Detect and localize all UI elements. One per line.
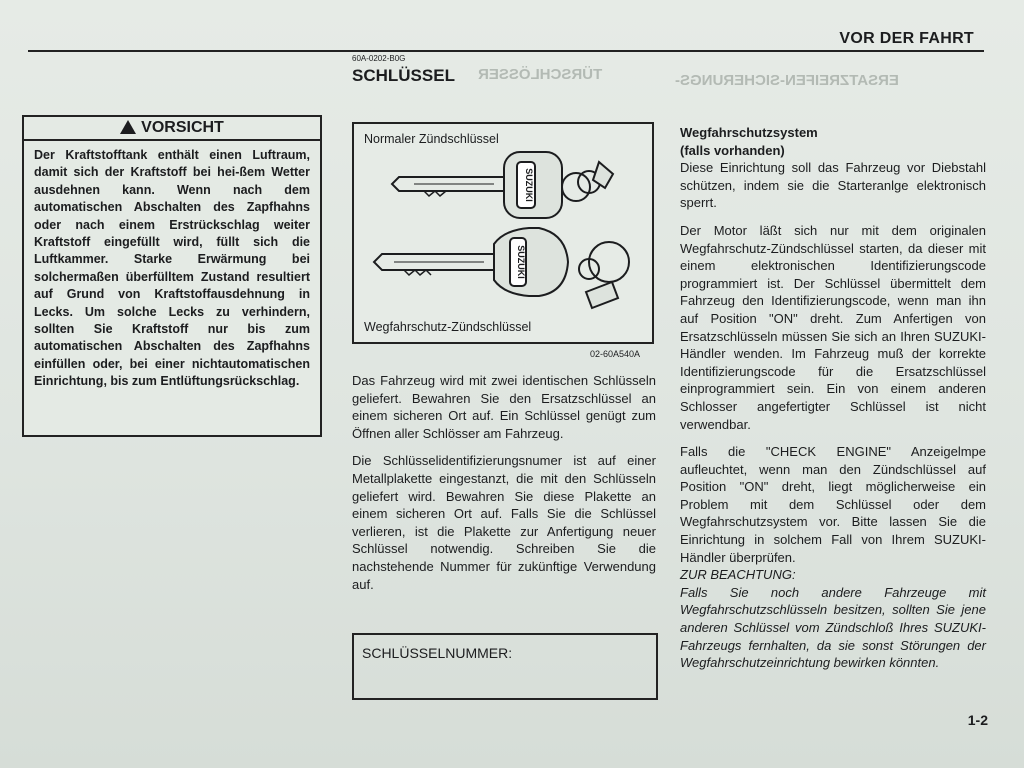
note-heading: ZUR BEACHTUNG:: [680, 567, 796, 583]
normal-key-label: Normaler Zündschlüssel: [364, 132, 499, 146]
normal-key-icon: [392, 152, 613, 218]
subheading: Wegfahrschutzsystem: [680, 125, 818, 140]
caution-header: [24, 117, 320, 141]
paragraph: Der Motor läßt sich nur mit dem originalen Wegfahrschutz-Zündschlüssel starten, da dieser mit einem elektronischen Identifizierungscode programmiert ist. Der Schlüssel übermittelt dem Fahrzeug den Identifizierungscode, wenn man ihn auf Position "ON" dreht. Zum Anfertigen von Ersatzschlüsseln müssen Sie sich an Ihren SUZUKI-Händler wenden. Im Fahrzeug muß der korrekte Identifizierungscode für die Ersatzschlüssel einprogrammiert sein. Ein von einem anderen Schlosser angefertigter Schlüssel ist nicht verwendbar.: [680, 222, 986, 432]
svg-text:SUZUKI: SUZUKI: [516, 245, 526, 279]
immobilizer-key-label: Wegfahrschutz-Zündschlüssel: [364, 320, 532, 334]
page-title: SCHLÜSSEL: [352, 66, 455, 85]
paragraph: Falls die "CHECK ENGINE" Anzeigelmpe aufleuchtet, wenn man den Zündschlüssel auf Position "ON" dreht, liegt möglicherweise ein Problem mit dem Schlüssel oder dem Wegfahrschutzsystem vor. Bitte lassen Sie die Einrichtung in solchem Fall von Ihrem SUZUKI-Händler überprüfen.: [680, 444, 986, 565]
key-illustration: [352, 122, 654, 344]
key-number-label: SCHLÜSSELNUMMER:: [362, 645, 513, 661]
header-rule: [28, 50, 984, 52]
right-column: [680, 124, 986, 682]
section-title: VOR DER FAHRT: [839, 30, 974, 47]
paragraph: Diese Einrichtung soll das Fahrzeug vor Diebstahl schützen, indem sie die Starteranlge elektronisch sperrt.: [680, 160, 986, 211]
key-number-box: [352, 633, 658, 700]
svg-text:SUZUKI: SUZUKI: [524, 168, 534, 202]
note-text: Falls Sie noch andere Fahrzeuge mit Wegfahrschutzschlüsseln besitzen, sollten Sie jene anderen Schlüssel vom Zündschloß Ihres SUZUKI-Fahrzeugs fernhalten, da sie sonst Störungen der Wegfahrschutzeinrichtung bewirken könnten.: [680, 584, 986, 671]
subheading: (falls vorhanden): [680, 142, 785, 158]
show-through-heading: TÜRSCHLÖSSER: [478, 66, 603, 83]
keys-drawing: [354, 124, 656, 346]
show-through-heading: ERSATZREIFEN-SICHERUNGS-: [675, 72, 899, 89]
immobilizer-key-icon: [374, 228, 629, 308]
warning-triangle-icon: [120, 120, 136, 134]
paragraph: Das Fahrzeug wird mit zwei identischen Schlüsseln geliefert. Bewahren Sie den Ersatzschlüssel an einem sicheren Ort auf. Ein Schlüssel genügt zum Öffnen aller Schlösser am Fahrzeug.: [352, 373, 656, 441]
middle-column: [352, 372, 656, 603]
figure-code: 02-60A540A: [590, 349, 641, 359]
caution-box: [22, 115, 322, 437]
page-number: 1-2: [967, 712, 988, 728]
paragraph: Die Schlüsselidentifizierungsnumer ist auf einer Metallplakette eingestanzt, die mit den Schlüsseln geliefert wird. Bewahren Sie diese Plakette an einem sicheren Ort auf. Falls Sie die Schlüssel verlieren, ist die Plakette zur Anfertigung neuer Schlüssel notwendig. Schreiben Sie die nachstehende Nummer für zukünftige Verwendung auf.: [352, 453, 656, 592]
caution-title: VORSICHT: [141, 119, 224, 136]
reference-code: 60A-0202-B0G: [352, 54, 406, 63]
caution-text: Der Kraftstofftank enthält einen Luftraum, damit sich der Kraftstoff bei hei-ßem Wetter ausdehnen kann. Wenn nach dem automatischen Abschalten des Zapfhahns oder nach einem Erstrückschlag weiter Kraftstoff eingefüllt wird, füllt sich die Luftkammer. Starke Erwärmung bei solchermaßen überfülltem Zustand resultiert auf Grund von Kraftstoffausdehnung in Lecks. Um solche Lecks zu verhindern, sollten Sie Kraftstoff nur bis zum automatischen Abschalten des Zapfhahns einfüllen oder, bei einer nichtautomatischen Einrichtung, bis zum Entlüftungsrückschlag.: [34, 148, 310, 389]
